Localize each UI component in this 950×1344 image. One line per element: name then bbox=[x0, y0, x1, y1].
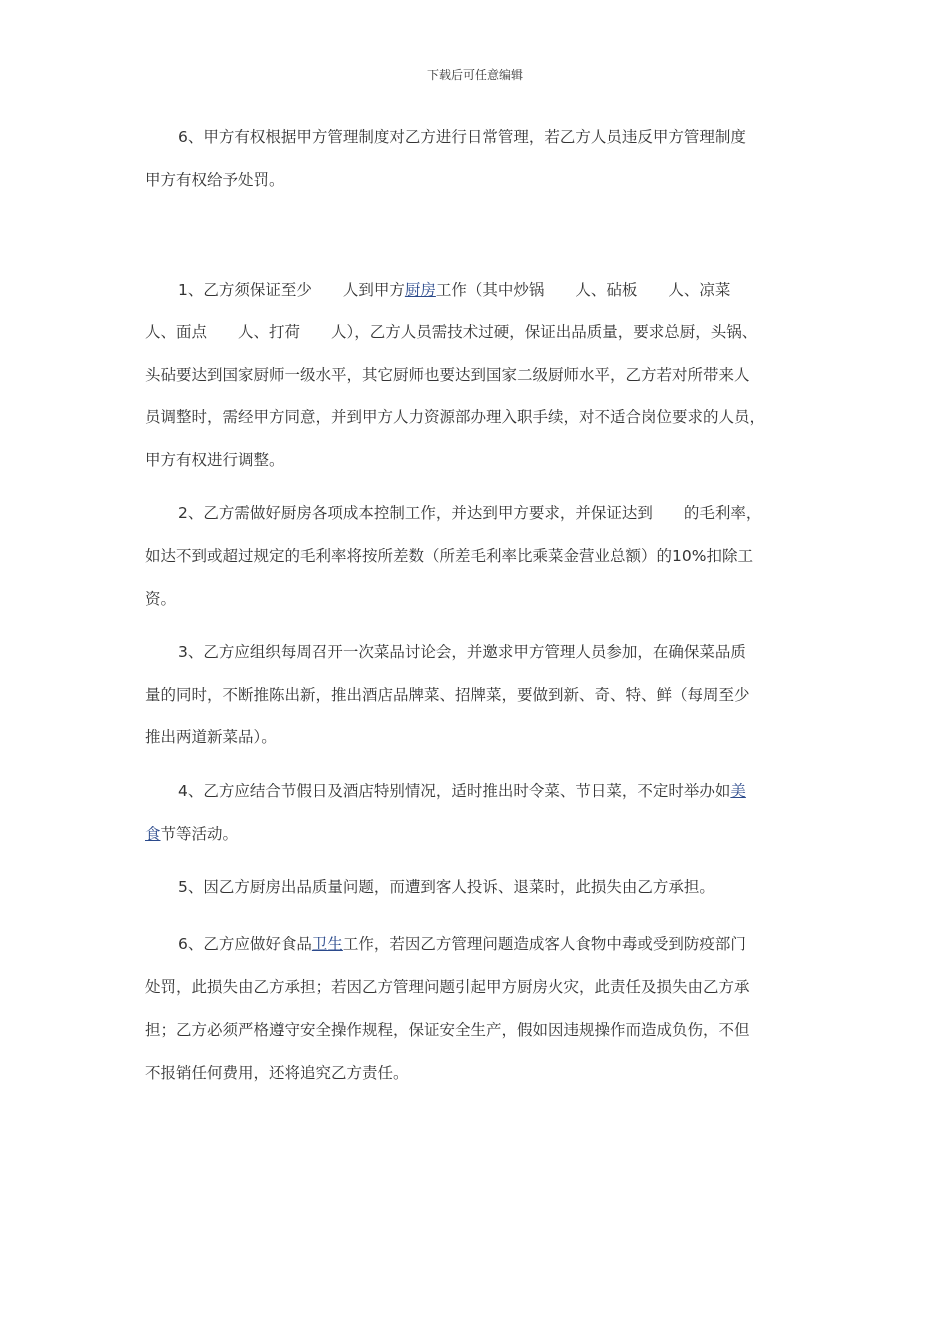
p6-line2: 处罚，此损失由乙方承担；若因乙方管理问题引起甲方厨房火灾，此责任及损失由乙方承 bbox=[145, 978, 750, 996]
para6a-line2: 甲方有权给予处罚。 bbox=[145, 171, 285, 189]
p6-line1-text-a: 6、乙方应做好食品 bbox=[178, 935, 312, 953]
kitchen-link[interactable]: 厨房 bbox=[404, 281, 436, 299]
page-header: 下载后可任意编辑 bbox=[426, 68, 523, 82]
p3-line2: 量的同时，不断推陈出新，推出酒店品牌菜、招牌菜，要做到新、奇、特、鲜（每周至少 bbox=[145, 686, 750, 704]
p6-line4: 不报销任何费用，还将追究乙方责任。 bbox=[145, 1064, 409, 1082]
p2-line1: 2、乙方需做好厨房各项成本控制工作，并达到甲方要求，并保证达到 的毛利率， bbox=[178, 504, 762, 522]
p4-line2 bbox=[145, 824, 238, 844]
food-link-part2[interactable]: 食 bbox=[145, 825, 161, 843]
p4-line1 bbox=[178, 781, 746, 801]
p3-line1: 3、乙方应组织每周召开一次菜品讨论会，并邀求甲方管理人员参加，在确保菜品质 bbox=[178, 643, 746, 661]
p4-line1-text-a: 4、乙方应结合节假日及酒店特别情况，适时推出时令菜、节日菜，不定时举办如 bbox=[178, 782, 731, 800]
p1-line1-text-b: 工作（其中炒锅 人、砧板 人、凉菜 bbox=[435, 281, 731, 299]
p1-line5: 甲方有权进行调整。 bbox=[145, 451, 285, 469]
food-link-part1[interactable]: 美 bbox=[730, 782, 746, 800]
p2-line2: 如达不到或超过规定的毛利率将按所差数（所差毛利率比乘菜金营业总额）的10%扣除工 bbox=[145, 547, 753, 565]
p6-line1 bbox=[178, 934, 746, 954]
p1-line3: 头砧要达到国家厨师一级水平，其它厨师也要达到国家二级厨师水平，乙方若对所带来人 bbox=[145, 366, 750, 384]
p1-line2: 人、面点 人、打荷 人），乙方人员需技术过硬，保证出品质量，要求总厨，头锅、 bbox=[145, 323, 758, 341]
p5-line1: 5、因乙方厨房出品质量问题，而遭到客人投诉、退菜时，此损失由乙方承担。 bbox=[178, 878, 715, 896]
p4-line2-text-b: 节等活动。 bbox=[160, 825, 239, 843]
p6-line1-text-b: 工作，若因乙方管理问题造成客人食物中毒或受到防疫部门 bbox=[342, 935, 746, 953]
hygiene-link[interactable]: 卫生 bbox=[311, 935, 343, 953]
p6-line3: 担；乙方必须严格遵守安全操作规程，保证安全生产，假如因违规操作而造成负伤，不但 bbox=[145, 1021, 750, 1039]
p1-line1-text-a: 1、乙方须保证至少 人到甲方 bbox=[178, 281, 405, 299]
p1-line4: 员调整时，需经甲方同意，并到甲方人力资源部办理入职手续，对不适合岗位要求的人员， bbox=[145, 408, 766, 426]
p1-line1 bbox=[178, 280, 730, 300]
para6a-line1: 6、甲方有权根据甲方管理制度对乙方进行日常管理，若乙方人员违反甲方管理制度 bbox=[178, 128, 746, 146]
p2-line3: 资。 bbox=[145, 590, 177, 608]
p3-line3: 推出两道新菜品）。 bbox=[145, 728, 277, 746]
